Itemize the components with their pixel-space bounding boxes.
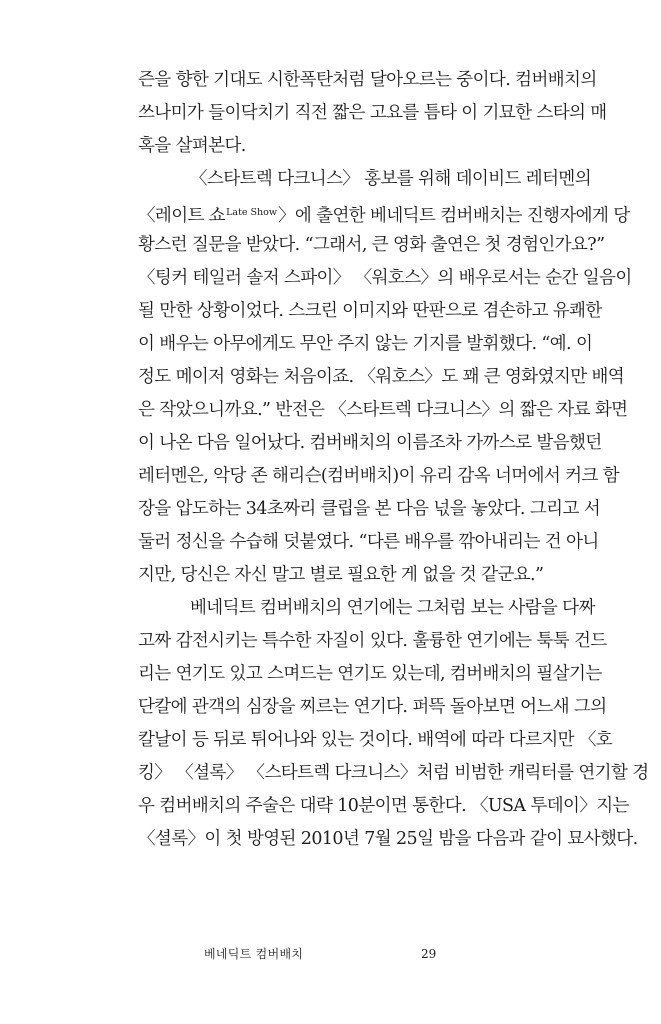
text-line: 혹을 살펴본다. [138, 136, 246, 156]
text-line: 이 배우는 아무에게도 무안 주지 않는 기지를 발휘했다. “예. 이 [138, 334, 593, 354]
text-line [138, 196, 630, 229]
text-line: 우 컴버배치의 주술은 대략 10분이면 통한다. 〈USA 투데이〉지는 [138, 796, 629, 816]
body-text [138, 64, 649, 856]
text-line: 황스런 질문을 받았다. “그래서, 큰 영화 출연은 첫 경험인가요?” [138, 235, 605, 255]
text-line: 될 만한 상황이었다. 스크린 이미지와 딴판으로 겸손하고 유쾌한 [138, 301, 602, 321]
page-footer [0, 944, 661, 964]
text-line: 〈스타트렉 다크니스〉 홍보를 위해 데이비드 레터멘의 [190, 169, 592, 189]
text-line: 지만, 당신은 자신 말고 별로 필요한 게 없을 것 같군요.” [138, 565, 544, 585]
text-line: 정도 메이저 영화는 처음이죠. 〈워호스〉도 꽤 큰 영화였지만 배역 [138, 367, 625, 387]
text-line: 〈셜록〉이 첫 방영된 2010년 7월 25일 밤을 다음과 같이 묘사했다. [138, 829, 638, 849]
running-footer-title: 베네딕트 컴버배치 [204, 947, 304, 961]
text-line: 둘러 정신을 수습해 덧붙였다. “다른 배우를 깎아내리는 건 아니 [138, 532, 599, 552]
text-line: 레터멘은, 악당 존 해리슨(컴버배치)이 유리 감옥 너머에서 커크 함 [138, 466, 620, 486]
page-number: 29 [421, 947, 437, 961]
text-line: 〈팅커 테일러 솔저 스파이〉 〈워호스〉의 배우로서는 순간 일음이 [138, 268, 632, 288]
text-line: 킹〉 〈셜록〉 〈스타트렉 다크니스〉처럼 비범한 캐릭터를 연기할 경 [138, 763, 649, 783]
text-line: 고짜 감전시키는 특수한 자질이 있다. 훌륭한 연기에는 툭툭 건드 [138, 631, 607, 651]
text-line: 베네딕트 컴버배치의 연기에는 그처럼 보는 사람을 다짜 [190, 598, 595, 618]
text-line: 장을 압도하는 34초짜리 클립을 본 다음 넋을 놓았다. 그리고 서 [138, 499, 601, 519]
text-line: 칼날이 등 뒤로 튀어나와 있는 것이다. 배역에 따라 다르지만 〈호 [138, 730, 613, 750]
text-line: 리는 연기도 있고 스며드는 연기도 있는데, 컴버배치의 필살기는 [138, 664, 602, 684]
text-segment: 〈레이트 쇼 [138, 206, 226, 226]
text-line: 쓰나미가 들이닥치기 직전 짧은 고요를 틈타 이 기묘한 스타의 매 [138, 103, 607, 123]
late-show-superscript: Late Show [226, 207, 278, 218]
text-line: 은 작았으니까요.” 반전은 〈스타트렉 다크니스〉의 짧은 자료 화면 [138, 400, 628, 420]
text-line: 이 나온 다음 일어났다. 컴버배치의 이름조차 가까스로 발음했던 [138, 433, 602, 453]
text-line: 단칼에 관객의 심장을 찌르는 연기다. 퍼뜩 돌아보면 어느새 그의 [138, 697, 607, 717]
text-line: 즌을 향한 기대도 시한폭탄처럼 달아오르는 중이다. 컴버배치의 [138, 70, 597, 90]
text-segment: 〉에 출연한 베네딕트 컴버배치는 진행자에게 당 [278, 206, 630, 226]
